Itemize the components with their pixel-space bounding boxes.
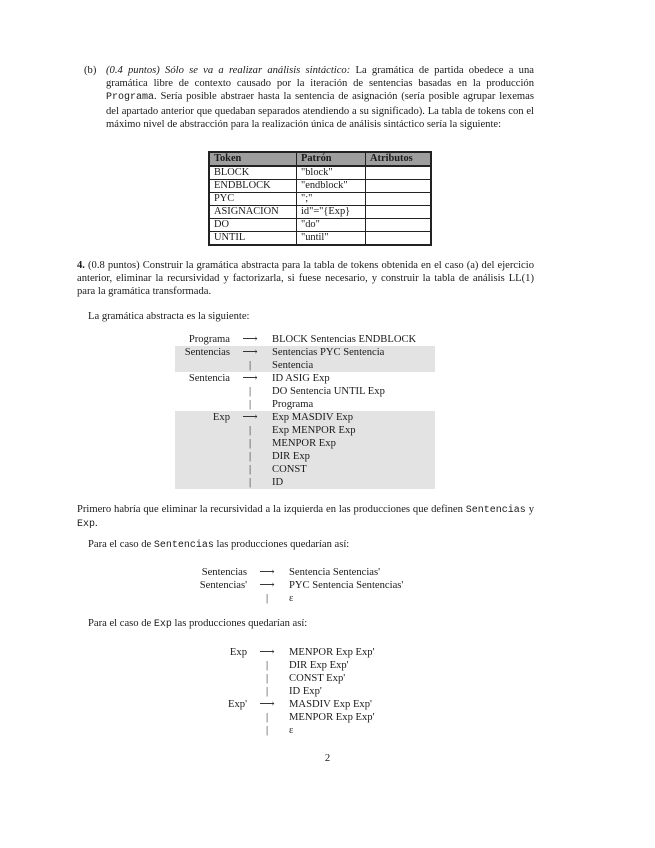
production-rhs: DO Sentencia UNTIL Exp bbox=[272, 386, 385, 397]
item-b-points: (0.4 puntos) Sólo se va a realizar análisis sintáctico: bbox=[106, 65, 351, 76]
cell-token: PYC bbox=[209, 193, 297, 206]
sentencias-grammar bbox=[190, 566, 430, 605]
table-row bbox=[209, 219, 431, 232]
token-table-header bbox=[209, 152, 431, 166]
alternative-bar: | bbox=[248, 451, 252, 462]
production-rhs: Sentencia Sentencias' bbox=[289, 567, 381, 578]
abstract-grammar bbox=[175, 333, 435, 489]
production-lhs: Exp bbox=[212, 412, 230, 423]
production-lhs: Exp bbox=[229, 647, 247, 658]
cell-patron: "block" bbox=[297, 166, 366, 180]
production-lhs: Sentencias' bbox=[199, 580, 247, 591]
production-lhs bbox=[175, 476, 230, 489]
para-recursion-text-1: Primero habría que eliminar la recursividad a la izquierda en las producciones que definen bbox=[77, 504, 466, 515]
production-lhs: Sentencias bbox=[201, 567, 247, 578]
table-row bbox=[209, 193, 431, 206]
table-row bbox=[209, 232, 431, 246]
production-rhs: ID ASIG Exp bbox=[272, 373, 330, 384]
production-rhs: Exp MASDIV Exp bbox=[272, 412, 354, 423]
exp-grammar bbox=[220, 646, 420, 737]
para-sentencias bbox=[88, 538, 349, 552]
production-lhs bbox=[175, 463, 230, 476]
cell-patron: "endblock" bbox=[297, 180, 366, 193]
production-lhs bbox=[175, 450, 230, 463]
table-row bbox=[209, 166, 431, 180]
production-lhs bbox=[190, 592, 247, 605]
production-rhs: MASDIV Exp Exp' bbox=[289, 699, 372, 710]
production-lhs bbox=[175, 359, 230, 372]
code-exp-2: Exp bbox=[153, 619, 172, 630]
code-programa: Programa bbox=[106, 92, 155, 104]
production-rhs: BLOCK Sentencias ENDBLOCK bbox=[272, 334, 417, 345]
production-lhs: Sentencias bbox=[184, 347, 230, 358]
production-arrow: ⟶ bbox=[242, 412, 258, 423]
production-arrow: ⟶ bbox=[259, 580, 275, 591]
intro-grammar: La gramática abstracta es la siguiente: bbox=[88, 311, 250, 322]
production-rhs: MENPOR Exp Exp' bbox=[289, 712, 375, 723]
code-sentencias: Sentencias bbox=[465, 505, 526, 516]
production-lhs bbox=[175, 385, 230, 398]
production-arrow: ⟶ bbox=[259, 567, 275, 578]
item-b-label: (b) bbox=[84, 65, 97, 76]
cell-token: ENDBLOCK bbox=[209, 180, 297, 193]
alternative-bar: | bbox=[248, 425, 252, 436]
para-recursion-text-2: y bbox=[525, 504, 535, 515]
production-lhs: Sentencia bbox=[188, 373, 230, 384]
table-row bbox=[209, 180, 431, 193]
item-b bbox=[84, 64, 534, 131]
cell-atributos bbox=[366, 166, 432, 180]
alternative-bar: | bbox=[265, 686, 269, 697]
production-arrow: ⟶ bbox=[259, 647, 275, 658]
code-sentencias-2: Sentencias bbox=[153, 540, 214, 551]
header-atributos: Atributos bbox=[366, 152, 432, 166]
production-rhs: ε bbox=[289, 593, 294, 604]
alternative-bar: | bbox=[265, 593, 269, 604]
cell-atributos bbox=[366, 232, 432, 246]
para-recursion bbox=[77, 503, 534, 531]
production-rhs: Sentencias PYC Sentencia bbox=[272, 347, 385, 358]
production-lhs bbox=[220, 711, 247, 724]
alternative-bar: | bbox=[265, 725, 269, 736]
production-arrow: ⟶ bbox=[259, 699, 275, 710]
cell-token: DO bbox=[209, 219, 297, 232]
production-lhs bbox=[175, 437, 230, 450]
cell-token: UNTIL bbox=[209, 232, 297, 246]
production-rhs: Sentencia bbox=[272, 360, 314, 371]
cell-atributos bbox=[366, 180, 432, 193]
alternative-bar: | bbox=[248, 386, 252, 397]
para-exp-text-2: las producciones quedarían así: bbox=[171, 618, 308, 629]
code-exp: Exp bbox=[77, 519, 96, 531]
header-patron: Patrón bbox=[297, 152, 366, 166]
cell-patron: id"="{Exp} bbox=[297, 206, 366, 219]
section-4-body: (0.8 puntos) Construir la gramática abstracta para la tabla de tokens obtenida en el caso (a) del ejercicio anterior, eliminar la recursividad y factorizarla, si fuese necesario, y construir la tabla de análisis LL(1) para la gramática transformada. bbox=[77, 260, 534, 298]
para-exp bbox=[88, 617, 307, 631]
item-b-text bbox=[106, 64, 534, 131]
alternative-bar: | bbox=[265, 673, 269, 684]
production-lhs bbox=[220, 672, 247, 685]
alternative-bar: | bbox=[248, 399, 252, 410]
production-lhs: Exp' bbox=[228, 699, 247, 710]
production-lhs bbox=[220, 724, 247, 737]
production-rhs: MENPOR Exp Exp' bbox=[289, 647, 375, 658]
production-lhs bbox=[220, 659, 247, 672]
para-recursion-text-3: . bbox=[95, 518, 98, 530]
production-rhs: PYC Sentencia Sentencias' bbox=[289, 580, 404, 591]
production-rhs: ID Exp' bbox=[289, 686, 322, 697]
cell-atributos bbox=[366, 206, 432, 219]
alternative-bar: | bbox=[265, 712, 269, 723]
header-token: Token bbox=[209, 152, 297, 166]
item-b-text-2: . Sería posible abstraer hasta la sentencia de asignación (sería posible agrupar lexemas del apartado anterior que quedaban separados atendiendo a su significado). La tabla de tokens con el máximo nivel de abstracción para la realización única de análisis sintáctico sería la siguiente: bbox=[106, 91, 534, 130]
token-table bbox=[208, 151, 432, 246]
production-rhs: DIR Exp Exp' bbox=[289, 660, 349, 671]
production-rhs: CONST bbox=[272, 464, 307, 475]
production-rhs: CONST Exp' bbox=[289, 673, 346, 684]
page-number: 2 bbox=[324, 753, 331, 764]
alternative-bar: | bbox=[248, 360, 252, 371]
table-row bbox=[209, 206, 431, 219]
cell-atributos bbox=[366, 219, 432, 232]
cell-patron: "do" bbox=[297, 219, 366, 232]
section-4-number: 4. bbox=[77, 260, 85, 271]
item-b-text-1: La gramática de partida obedece a una gramática libre de contexto causado por la iteración de sentencias basadas en la producción bbox=[106, 65, 534, 90]
cell-patron: "until" bbox=[297, 232, 366, 246]
production-lhs: Programa bbox=[188, 334, 230, 345]
alternative-bar: | bbox=[248, 477, 252, 488]
production-arrow: ⟶ bbox=[242, 334, 258, 345]
production-lhs bbox=[220, 685, 247, 698]
para-exp-text-1: Para el caso de bbox=[88, 618, 154, 629]
production-lhs bbox=[175, 398, 230, 411]
para-sentencias-text-1: Para el caso de bbox=[88, 539, 154, 550]
production-rhs: ε bbox=[289, 725, 294, 736]
production-rhs: ID bbox=[272, 477, 284, 488]
production-rhs: MENPOR Exp bbox=[272, 438, 336, 449]
production-rhs: Exp MENPOR Exp bbox=[272, 425, 356, 436]
alternative-bar: | bbox=[248, 464, 252, 475]
cell-token: BLOCK bbox=[209, 166, 297, 180]
cell-token: ASIGNACION bbox=[209, 206, 297, 219]
production-arrow: ⟶ bbox=[242, 347, 258, 358]
alternative-bar: | bbox=[265, 660, 269, 671]
alternative-bar: | bbox=[248, 438, 252, 449]
production-rhs: DIR Exp bbox=[272, 451, 310, 462]
cell-patron: ";" bbox=[297, 193, 366, 206]
cell-atributos bbox=[366, 193, 432, 206]
production-arrow: ⟶ bbox=[242, 373, 258, 384]
production-lhs bbox=[175, 424, 230, 437]
para-sentencias-text-2: las producciones quedarían así: bbox=[213, 539, 350, 550]
production-rhs: Programa bbox=[272, 399, 314, 410]
section-4-text bbox=[77, 259, 534, 299]
